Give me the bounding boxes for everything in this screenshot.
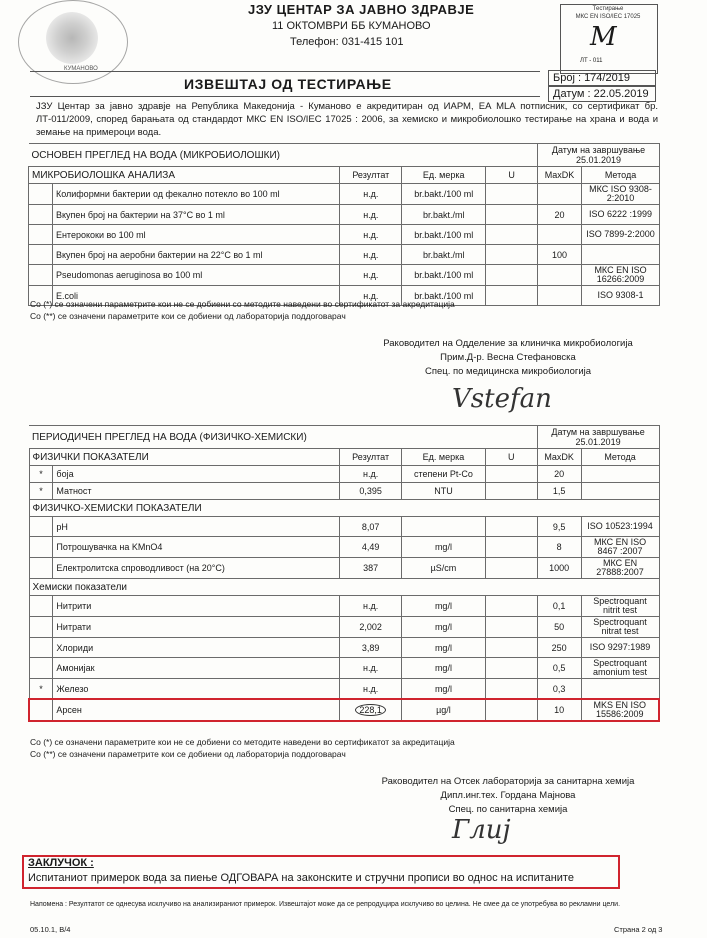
chemical-row xyxy=(29,617,659,638)
micro-header-analysis: МИКРОБИОЛОШКА АНАЛИЗА xyxy=(29,167,340,184)
arsenic-name: Арсен xyxy=(53,699,340,721)
row-star xyxy=(29,205,53,225)
row-name: Потрошувачка на KMnO4 xyxy=(53,537,340,558)
row-star xyxy=(29,265,53,286)
report-title: ИЗВЕШТАЈ ОД ТЕСТИРАЊЕ xyxy=(184,76,392,92)
row-method xyxy=(581,679,659,700)
arsenic-row xyxy=(29,699,659,721)
row-u xyxy=(485,596,537,617)
row-unit: NTU xyxy=(402,483,486,500)
row-maxdk: 50 xyxy=(537,617,581,638)
row-u xyxy=(485,679,537,700)
row-method xyxy=(581,483,659,500)
row-name: Вкупен број на аеробни бактерии на 22°C во 1 ml xyxy=(52,245,339,265)
row-method xyxy=(581,466,659,483)
row-u xyxy=(486,265,538,286)
row-unit: br.bakt./100 ml xyxy=(402,265,486,286)
row-method: МКС EN 27888:2007 xyxy=(581,558,659,579)
row-star xyxy=(29,658,53,679)
chem-completion xyxy=(537,426,659,449)
row-star xyxy=(29,537,53,558)
row-u xyxy=(486,245,538,265)
chem-sign-role: Раководител на Отсек лабораторија за санитарна хемија xyxy=(381,776,635,787)
row-u xyxy=(486,205,538,225)
row-u xyxy=(485,658,537,679)
row-unit: mg/l xyxy=(402,638,486,658)
arsenic-star xyxy=(29,699,53,721)
row-star: * xyxy=(29,679,53,700)
seal-emblem-icon xyxy=(46,12,98,64)
row-maxdk: 20 xyxy=(538,205,582,225)
row-method: ISO 9297:1989 xyxy=(581,638,659,658)
row-name: Нитрати xyxy=(53,617,340,638)
chem-header-unit: Ед. мерка xyxy=(402,449,486,466)
chem-header-result: Резултат xyxy=(340,449,402,466)
conclusion-text: Испитаниот примерок вода за пиење ОДГОВАРА на законските и стручни прописи во однос на испитаните xyxy=(28,872,574,884)
row-unit: µS/cm xyxy=(402,558,486,579)
row-maxdk xyxy=(538,265,582,286)
footer-page: Страна 2 од 3 xyxy=(614,925,663,934)
row-name: E.coli xyxy=(52,286,339,306)
row-unit: mg/l xyxy=(402,658,486,679)
row-maxdk: 8 xyxy=(537,537,581,558)
row-result: н.д. xyxy=(340,658,402,679)
footer-note: Напомена : Резултатот се однесува исклучиво на анализираниот примерок. Извештајот може да се репродуцира исклучиво во целина. Не смее да се употребува во рекламни цели. xyxy=(30,901,621,908)
micro-header-maxdk: MaxDK xyxy=(538,167,582,184)
row-result: н.д. xyxy=(340,466,402,483)
row-result: н.д. xyxy=(340,184,402,205)
logo-caption-bottom: ЛТ - 011 xyxy=(580,58,603,64)
row-name: Хлориди xyxy=(53,638,340,658)
chem-note-2: Со (**) се означени параметрите кои се добиени од лабораторија поддоговарач xyxy=(30,749,346,759)
micro-sign-role: Раководител на Одделение за клиничка микробиологија xyxy=(383,338,633,349)
row-maxdk: 0,5 xyxy=(537,658,581,679)
micro-row xyxy=(29,225,660,245)
row-result: н.д. xyxy=(340,265,402,286)
row-maxdk: 250 xyxy=(537,638,581,658)
chem-header-method: Метода xyxy=(581,449,659,466)
chem-header-maxdk: MaxDK xyxy=(537,449,581,466)
row-maxdk: 1000 xyxy=(537,558,581,579)
micro-header-method: Метода xyxy=(582,167,660,184)
row-u xyxy=(485,483,537,500)
title-rule-top xyxy=(30,71,540,72)
row-method: ISO 9308-1 xyxy=(582,286,660,306)
institute-phone: Телефон: 031-415 101 xyxy=(290,36,404,48)
row-u xyxy=(485,558,537,579)
row-name: Матност xyxy=(53,483,340,500)
row-name: Колиформни бактерии од фекално потекло во 100 ml xyxy=(52,184,339,205)
logo-letter: M xyxy=(590,22,617,52)
arsenic-result-cell xyxy=(340,699,402,721)
row-name: Pseudomonas aeruginosa во 100 ml xyxy=(52,265,339,286)
row-method: ISO 10523:1994 xyxy=(581,517,659,537)
report-number: Број : 174/2019 xyxy=(548,70,656,86)
row-result: 0,395 xyxy=(340,483,402,500)
row-maxdk: 20 xyxy=(537,466,581,483)
institute-name: ЈЗУ ЦЕНТАР ЗА ЈАВНО ЗДРАВЈЕ xyxy=(248,2,475,17)
row-name: Амонијак xyxy=(53,658,340,679)
micro-note-1: Со (*) се означени параметрите кои не се добиени со методите наведени во сертификатот за акредитација xyxy=(30,299,455,309)
arsenic-unit: µg/l xyxy=(402,699,486,721)
row-method: ISO 6222 :1999 xyxy=(582,205,660,225)
row-method: Spectroquant nitrat test xyxy=(581,617,659,638)
micro-row xyxy=(29,184,660,205)
row-result: н.д. xyxy=(340,245,402,265)
row-u xyxy=(485,617,537,638)
institute-address: 11 ОКТОМВРИ ББ КУМАНОВО xyxy=(272,20,431,32)
row-u xyxy=(485,517,537,537)
micro-section-title: ОСНОВЕН ПРЕГЛЕД НА ВОДА (МИКРОБИОЛОШКИ) xyxy=(29,144,538,167)
micro-header-result: Резултат xyxy=(340,167,402,184)
row-name: Нитрити xyxy=(53,596,340,617)
micro-header-unit: Ед. мерка xyxy=(402,167,486,184)
row-unit: br.bakt./100 ml xyxy=(402,286,486,306)
seal-text: КУМАНОВО xyxy=(64,66,98,72)
physchem-row xyxy=(29,517,659,537)
row-unit: br.bakt./100 ml xyxy=(402,225,486,245)
micro-table xyxy=(28,143,660,306)
arsenic-maxdk: 10 xyxy=(537,699,581,721)
row-star xyxy=(29,638,53,658)
row-maxdk: 9,5 xyxy=(537,517,581,537)
micro-sign-name: Прим.Д-р. Весна Стефановска xyxy=(440,352,576,363)
row-u xyxy=(485,466,537,483)
physchem-row xyxy=(29,558,659,579)
row-star: * xyxy=(29,483,53,500)
chem-header-physical: ФИЗИЧКИ ПОКАЗАТЕЛИ xyxy=(29,449,340,466)
row-star xyxy=(29,245,53,265)
row-star xyxy=(29,184,53,205)
row-star: * xyxy=(29,466,53,483)
row-result: н.д. xyxy=(340,286,402,306)
row-u xyxy=(485,638,537,658)
row-method: МКС EN ISO 16266:2009 xyxy=(582,265,660,286)
chem-header-u: U xyxy=(485,449,537,466)
micro-completion-label: Датум на завршување xyxy=(551,145,646,155)
arsenic-method: MKS EN ISO 15586:2009 xyxy=(581,699,659,721)
row-unit: mg/l xyxy=(402,596,486,617)
row-result: н.д. xyxy=(340,225,402,245)
row-unit: br.bakt./ml xyxy=(402,245,486,265)
row-name: боја xyxy=(53,466,340,483)
chem-note-1: Со (*) се означени параметрите кои не се добиени со методите наведени во сертификатот за акредитација xyxy=(30,737,455,747)
conclusion-title: ЗАКЛУЧОК : xyxy=(28,857,94,869)
row-maxdk: 100 xyxy=(538,245,582,265)
row-unit: br.bakt./100 ml xyxy=(402,184,486,205)
row-u xyxy=(486,225,538,245)
chem-sign-name: Дипл.инг.тех. Гордана Мајнова xyxy=(440,790,576,801)
row-result: 4,49 xyxy=(340,537,402,558)
row-star xyxy=(29,596,53,617)
row-unit xyxy=(402,517,486,537)
chem-table xyxy=(28,425,660,722)
row-maxdk xyxy=(538,225,582,245)
micro-sign-title: Спец. по медицинска микробиологија xyxy=(424,366,592,377)
intro-paragraph: ЈЗУ Центар за јавно здравје на Република Македонија - Куманово е акредитиран од ИАРМ, EA MLA потписник, со сертификат бр. ЛТ-011/2009, според барањата од стандардот МКС EN ISO/IEC 17025 : 2006, за хемиско и микробиолошко тестирање на храна и вода и земање на примероци вода. xyxy=(36,101,658,138)
row-star xyxy=(29,558,53,579)
micro-completion xyxy=(538,144,660,167)
physchem-row xyxy=(29,537,659,558)
micro-header-u: U xyxy=(486,167,538,184)
row-u xyxy=(485,537,537,558)
row-result: 387 xyxy=(340,558,402,579)
chemical-title: Хемиски показатели xyxy=(29,579,659,596)
chemical-row xyxy=(29,596,659,617)
row-result: 3,89 xyxy=(340,638,402,658)
row-maxdk xyxy=(538,286,582,306)
chemical-row xyxy=(29,658,659,679)
row-name: pH xyxy=(53,517,340,537)
row-star xyxy=(29,225,53,245)
row-u xyxy=(486,184,538,205)
chem-sign-title: Спец. по санитарна хемија xyxy=(448,804,568,815)
row-star xyxy=(29,617,53,638)
micro-note-2: Со (**) се означени параметрите кои се добиени од лабораторија поддоговарач xyxy=(30,311,346,321)
micro-row xyxy=(29,205,660,225)
row-maxdk: 1,5 xyxy=(537,483,581,500)
row-method: Spectroquant nitrit test xyxy=(581,596,659,617)
micro-row xyxy=(29,245,660,265)
report-date: Датум : 22.05.2019 xyxy=(548,86,656,102)
physical-row xyxy=(29,466,659,483)
row-result: 8,07 xyxy=(340,517,402,537)
micro-signature: Vstefan xyxy=(452,384,552,414)
row-star xyxy=(29,517,53,537)
logo-caption-top: Тестирање xyxy=(592,6,624,12)
row-unit: mg/l xyxy=(402,679,486,700)
row-unit: mg/l xyxy=(402,617,486,638)
chem-signature: Глиј xyxy=(452,815,511,845)
row-name: Железо xyxy=(53,679,340,700)
physical-row xyxy=(29,483,659,500)
row-maxdk: 0,3 xyxy=(537,679,581,700)
row-u xyxy=(486,286,538,306)
row-unit: mg/l xyxy=(402,537,486,558)
row-unit: br.bakt./ml xyxy=(402,205,486,225)
micro-row xyxy=(29,265,660,286)
arsenic-u xyxy=(485,699,537,721)
row-result: н.д. xyxy=(340,596,402,617)
title-rule-bottom xyxy=(30,96,540,97)
row-name: Ентерококи во 100 ml xyxy=(52,225,339,245)
arsenic-result: 228,1 xyxy=(355,704,386,716)
chem-section-title: ПЕРИОДИЧЕН ПРЕГЛЕД НА ВОДА (ФИЗИЧКО-ХЕМИСКИ) xyxy=(29,426,537,449)
row-result: 2,002 xyxy=(340,617,402,638)
row-name: Електролитска спроводливост (на 20°C) xyxy=(53,558,340,579)
row-name: Вкупен број на бактерии на 37°C во 1 ml xyxy=(52,205,339,225)
row-method: Spectroquant amonium test xyxy=(581,658,659,679)
chemical-row xyxy=(29,679,659,700)
row-unit: степени Pt-Co xyxy=(402,466,486,483)
chem-completion-date: 25.01.2019 xyxy=(575,437,621,447)
row-maxdk: 0,1 xyxy=(537,596,581,617)
logo-caption-std: МКС EN ISO/IEC 17025 xyxy=(575,14,641,20)
micro-completion-date: 25.01.2019 xyxy=(576,155,622,165)
chem-completion-label: Датум на завршување xyxy=(551,427,645,437)
footer-code: 05.10.1, В/4 xyxy=(30,925,71,934)
row-maxdk xyxy=(538,184,582,205)
row-method: МКС EN ISO 8467 :2007 xyxy=(581,537,659,558)
row-method xyxy=(582,245,660,265)
row-result: н.д. xyxy=(340,205,402,225)
chemical-row xyxy=(29,638,659,658)
physchem-title: ФИЗИЧКО-ХЕМИСКИ ПОКАЗАТЕЛИ xyxy=(29,500,659,517)
row-method: МКС ISO 9308-2:2010 xyxy=(582,184,660,205)
row-result: н.д. xyxy=(340,679,402,700)
row-method: ISO 7899-2:2000 xyxy=(582,225,660,245)
